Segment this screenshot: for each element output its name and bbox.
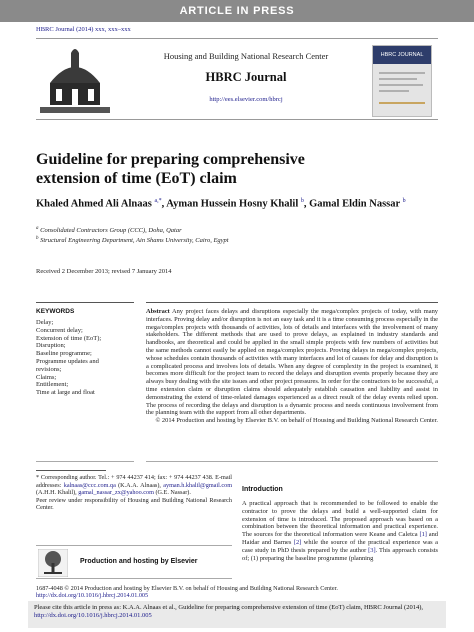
elsevier-tree-logo-icon [38, 549, 68, 577]
footnote-divider [36, 470, 106, 471]
reference-link[interactable]: [3] [368, 546, 376, 554]
affiliation: $^a$ Consolidated Contractors Group (CCC), Doha, Qatar [36, 226, 182, 235]
journal-url-link[interactable]: http://ees.elsevier.com/hbrcj [209, 96, 283, 103]
abstract-copyright: © 2014 Production and hosting by Elsevier B.V. on behalf of Housing and Building National Research Center. [155, 417, 438, 425]
reference-link[interactable]: [2] [293, 538, 302, 546]
article-in-press-banner: ARTICLE IN PRESS [0, 0, 474, 22]
elsevier-text: Production and hosting by Elsevier [80, 558, 198, 565]
affiliation: $^b$ Structural Engineering Department, Ain Shams University, Cairo, Egypt [36, 236, 229, 245]
email-link[interactable]: ayman.h.khalil@gmail.com [163, 481, 233, 489]
cover-label: HBRC JOURNAL [373, 46, 431, 64]
introduction-text: A practical approach that is recommended to be followed to enable the contractor to prove the delays and build a well-supported claim for extension of time is introduced. The proposed approach was based on a combination between the theoretical information and practical experience. The sources for the theoretical information were Keane and Caletca [1] and Haidar and Barnes [2] while the source of the practical experience was a case study in PhD thesis prepared by the author [3]. This approach consists of; (1) preparing the baseline programme (planning [242, 500, 438, 562]
abstract [146, 302, 438, 462]
abstract-text: Any project faces delays and disruptions especially the mega/complex projects of today, with many interfaces. Proving delay and/or disruption is not an easy task and it is a time consuming process especially in the mega/complex projects with thousands of activities, lots of details and interfaces with the involvement of many stakeholders. The different methods that are used to prove delays, as explained in industry standards and handbooks, are theoretical and could be applied in the small simple projects with few numbers of activities but the same methods cannot easily be applied on mega/complex projects. Proving delays in mega/complex projects, whose schedules contain thousands of activities with many interfaces and lot of causes for delay and disruption is a complicated process and involves lots of details. When any degree of complexity in the project is examined, it becomes more difficult for the project team to record the delays and disruption events properly because they are always busy dealing with the site issues and other project pressures. In order for the contractors to be successful, a time extension claim or disruption claims should adequately establish causation and liability and assist in demonstrating the extend of time-related damages experienced as a direct result of the delay events relied upon. The process of recording the delays and disruption is a dynamic process and needs continuous involvement from the planning team with the support from all other departments. [146, 308, 438, 417]
peer-review-note: Peer review under responsibility of Housing and Building National Research Center. [36, 496, 232, 512]
journal-header [36, 38, 438, 120]
corresponding-author-footnote: * Corresponding author. Tel.: + 974 44237 414; fax: + 974 44237 438. E-mail addresses: kalnaas@ccc.com.qa (K.A.A. Alnaas), ayman.h.khalil@gmail.com (A.H.H. Khalil), gamal_nassar_zx@yahoo.com (G.E. Nassar). Peer review under responsibility of Housing and Building National Research Center. [36, 474, 233, 512]
keyword-item: Extension of time (EoT); [36, 334, 102, 342]
article-title: Guideline for preparing comprehensive extension of time (EoT) claim [36, 151, 305, 187]
keywords-box [36, 302, 134, 462]
keyword-item: revisions; [36, 365, 62, 373]
journal-cover-thumbnail [372, 45, 432, 117]
author-affiliation-link[interactable]: a,* [154, 198, 162, 204]
keyword-item: Time at large and float [36, 389, 95, 397]
abstract-label: Abstract [146, 308, 170, 315]
author-affiliation-link[interactable]: b [402, 198, 406, 204]
email-link[interactable]: kalnaas@ccc.com.qa [63, 481, 116, 489]
doi-link[interactable]: http://dx.doi.org/10.1016/j.hbrcj.2014.01.005 [36, 592, 149, 599]
citation-box: Please cite this article in press as: K.A.A. Alnaas et al., Guideline for preparing comprehensive extension of time (EoT) claim, HBRC Journal (2014), http://dx.doi.org/10.1016/j.hbrcj.2014.01.005 [28, 601, 446, 628]
introduction-heading: Introduction [242, 486, 283, 493]
journal-reference[interactable]: HBRC Journal (2014) xxx, xxx–xxx [36, 26, 131, 33]
keyword-item: Entitlement; [36, 381, 69, 389]
elsevier-banner [36, 545, 232, 579]
received-dates: Received 2 December 2013; revised 7 January 2014 [36, 268, 172, 275]
keyword-item: Disruption; [36, 342, 66, 350]
keywords-heading: KEYWORDS [36, 308, 75, 315]
issn-line: 1687-4048 © 2014 Production and hosting by Elsevier B.V. on behalf of Housing and Building National Research Center. http://dx.doi.org/10.1016/j.hbrcj.2014.01.005 [36, 585, 338, 599]
author-list: Khaled Ahmed Ali Alnaas $^{a,*}$, Ayman Hussein Hosny Khalil $^b$, Gamal Eldin Nassar $^b$ [36, 198, 406, 210]
author-name: Gamal Eldin Nassar [309, 198, 400, 210]
citation-doi-link[interactable]: http://dx.doi.org/10.1016/j.hbrcj.2014.01.005 [34, 612, 152, 619]
keyword-item: Claims; [36, 373, 57, 381]
keyword-item: Programme updates and [36, 357, 99, 365]
keyword-item: Concurrent delay; [36, 326, 83, 334]
author-name: Khaled Ahmed Ali Alnaas [36, 198, 152, 210]
keyword-item: Delay; [36, 319, 54, 326]
keyword-item: Baseline programme; [36, 350, 92, 358]
organization-name: Housing and Building National Research Center [163, 51, 329, 61]
reference-link[interactable]: [1] [419, 531, 427, 539]
author-name: Ayman Hussein Hosny Khalil [166, 198, 299, 210]
journal-title: HBRC Journal [205, 70, 287, 84]
hbrc-logo-icon [36, 43, 114, 117]
author-affiliation-link[interactable]: b [300, 198, 304, 204]
email-link[interactable]: gamal_nassar_zx@yahoo.com [78, 489, 154, 497]
